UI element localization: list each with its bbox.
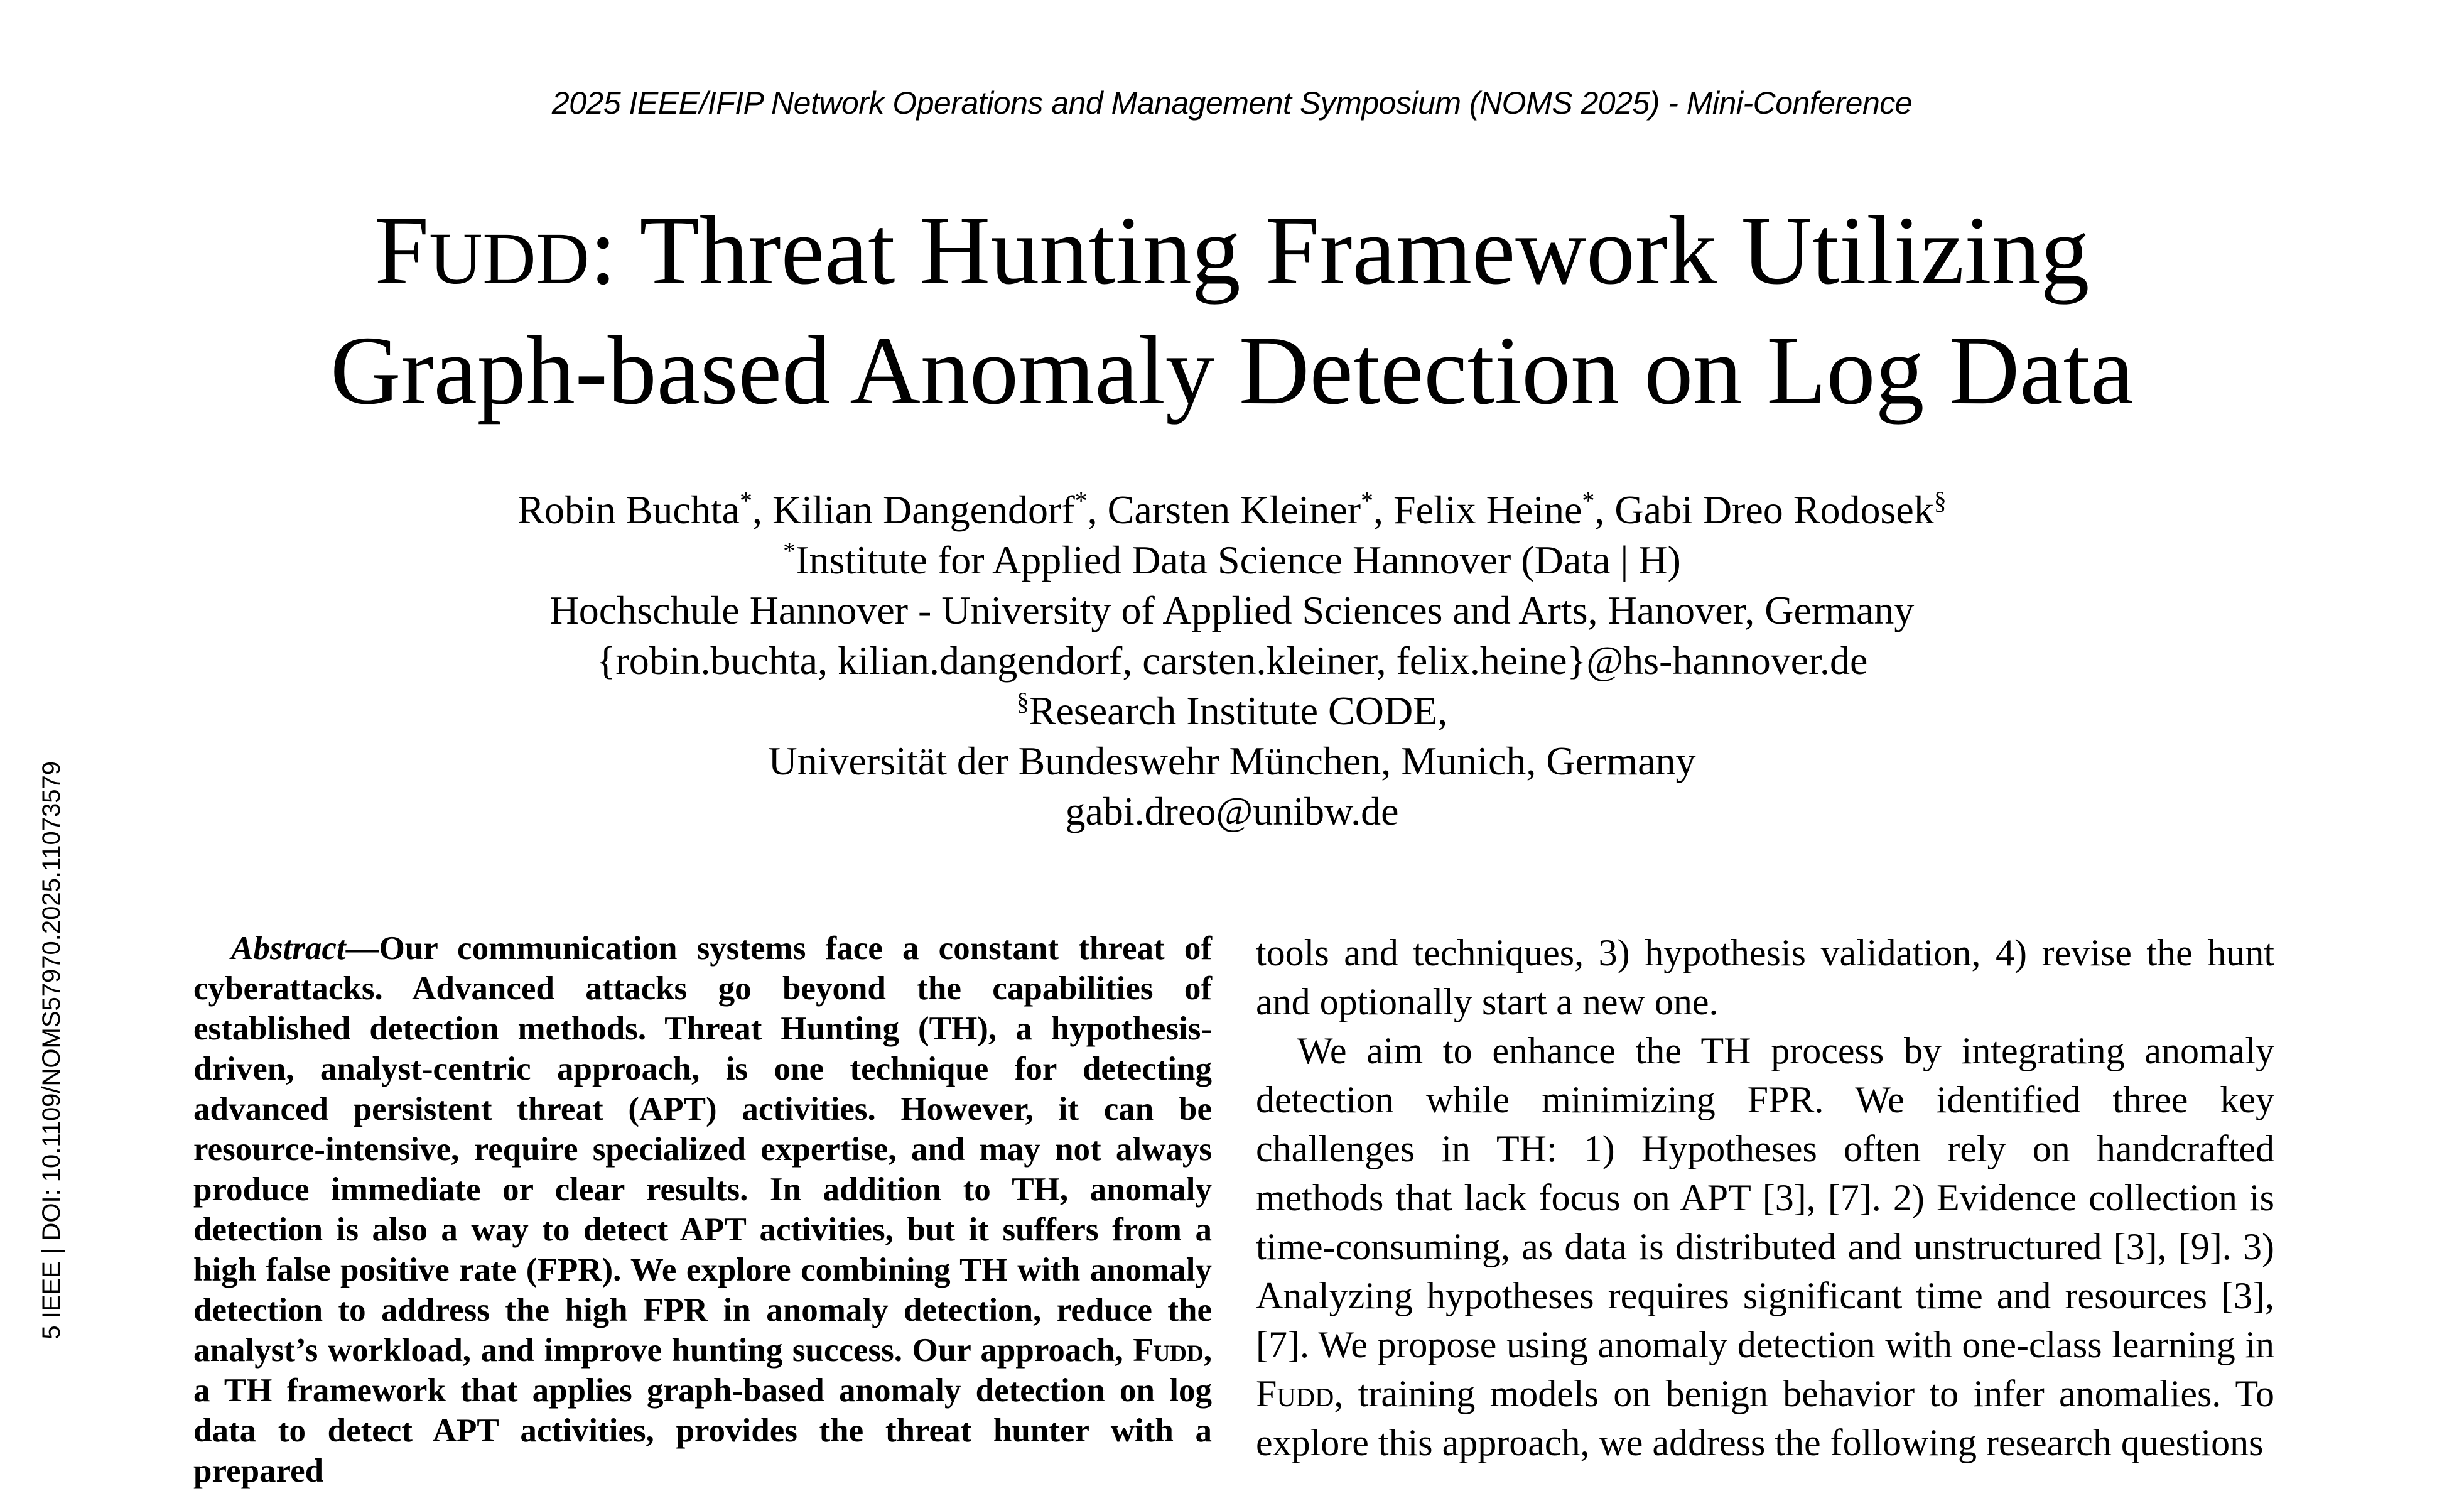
author-block <box>0 485 2464 837</box>
abstract-dash: — <box>345 930 379 967</box>
abstract-column <box>193 928 1212 1491</box>
paper-title <box>0 195 2464 426</box>
body-paragraph-1: tools and techniques, 3) hypothesis validation, 4) revise the hunt and optionally start a new one. <box>1256 932 2274 1022</box>
body-paragraph-2-text-1: We aim to enhance the TH process by integrating anomaly detection while minimizing FPR. We identified three key challenges in TH: 1) Hypotheses often rely on handcrafted methods that lack focus on APT [3], [7]. 2) Evidence collection is time-consuming, as data is distributed and unstructured [3], [9]. 3) Analyzing hypotheses requires significant time and resources [3], [7]. We propose using anomaly detection with one-class learning in <box>1256 1030 2274 1365</box>
body-fudd-initial: F <box>1256 1373 1277 1414</box>
body-paragraph-2 <box>1256 1026 2274 1467</box>
abstract-paragraph <box>193 928 1212 1491</box>
author-emails-2: gabi.dreo@unibw.de <box>1065 789 1399 833</box>
affiliation-2-line-2: Universität der Bundeswehr München, Munich, Germany <box>768 739 1696 783</box>
author-emails-1: {robin.buchta, kilian.dangendorf, carsten.kleiner, felix.heine}@hs-hannover.de <box>596 638 1868 683</box>
body-fudd-rest: udd <box>1277 1373 1334 1414</box>
abstract-text-1: Our communication systems face a constant threat of cyberattacks. Advanced attacks go beyond the capabilities of established detection methods. Threat Hunting (TH), a hypothesis-driven, analyst-centric approach, is one technique for detecting advanced persistent threat (APT) activities. However, it can be resource-intensive, require specialized expertise, and may not always produce immediate or clear results. In addition to TH, anomaly detection is also a way to detect APT activities, but it suffers from a high false positive rate (FPR). We explore combining TH with anomaly detection to address the high FPR in anomaly detection, reduce the analyst’s workload, and improve hunting success. Our approach, <box>193 930 1212 1369</box>
abstract-label: Abstract <box>231 930 346 967</box>
conference-header: 2025 IEEE/IFIP Network Operations and Management Symposium (NOMS 2025) - Mini-Conference <box>551 85 1913 121</box>
abstract-text-2: , a TH framework that applies graph-based anomaly detection on log data to detect APT activities, provides the threat hunter with a prepared <box>193 1332 1212 1489</box>
abstract-fudd-rest: udd <box>1153 1332 1204 1369</box>
doi-sidebar: 5 IEEE | DOI: 10.1109/NOMS57970.2025.11073579 <box>38 761 65 1340</box>
title-line-1 <box>374 196 2089 305</box>
title-line-1-rest: : Threat Hunting Framework Utilizing <box>589 196 2090 305</box>
affiliation-1-line-2: Hochschule Hannover - University of Applied Sciences and Arts, Hanover, Germany <box>549 588 1915 632</box>
body-paragraph-2-text-2: , training models on benign behavior to infer anomalies. To explore this approach, we address the following research questions <box>1256 1373 2274 1463</box>
title-line-2: Graph-based Anomaly Detection on Log Data <box>330 316 2134 425</box>
title-initial: F <box>374 196 430 305</box>
author-names: Robin Buchta*, Kilian Dangendorf*, Carsten Kleiner*, Felix Heine*, Gabi Dreo Rodosek§ <box>517 486 1947 532</box>
body-column-right <box>1256 928 2274 1467</box>
title-smallcaps: UDD <box>429 217 590 300</box>
affiliation-2: §Research Institute CODE, <box>1016 687 1448 733</box>
affiliation-1: *Institute for Applied Data Science Hannover (Data | H) <box>783 536 1681 582</box>
abstract-fudd-initial: F <box>1133 1332 1154 1369</box>
